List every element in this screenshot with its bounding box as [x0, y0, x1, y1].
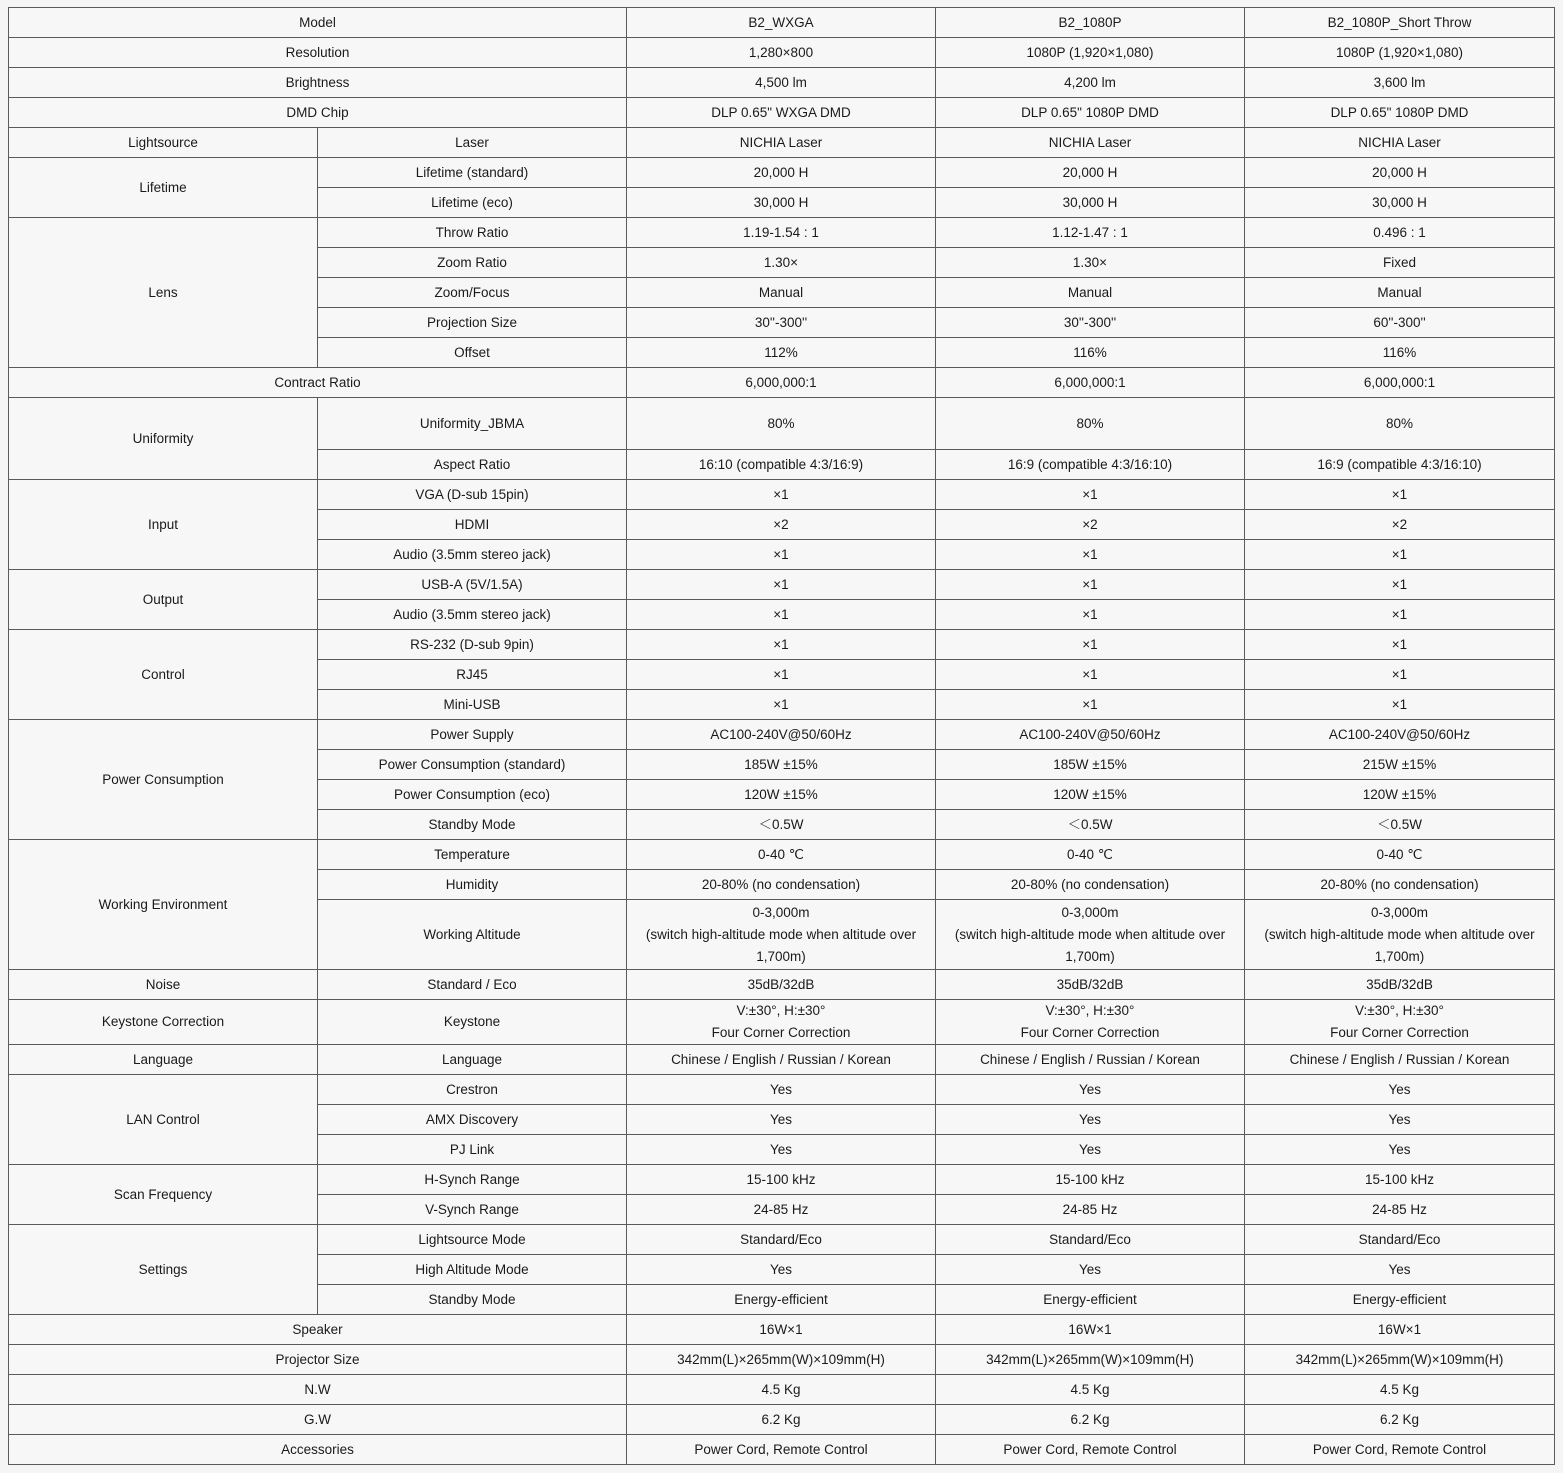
cell: 6,000,000:1 [1245, 368, 1555, 398]
group-label: Working Environment [9, 840, 318, 970]
cell: 15-100 kHz [936, 1165, 1245, 1195]
cell: ×1 [1245, 600, 1555, 630]
row-label: AMX Discovery [318, 1105, 627, 1135]
row-label: Zoom/Focus [318, 278, 627, 308]
row-label: Uniformity_JBMA [318, 398, 627, 450]
cell: 6.2 Kg [627, 1405, 936, 1435]
table-row [9, 38, 1555, 68]
row-label: Language [318, 1045, 627, 1075]
cell: Standard/Eco [627, 1225, 936, 1255]
cell: ×1 [936, 480, 1245, 510]
row-label: Lifetime (eco) [318, 188, 627, 218]
cell: 0-40 ℃ [1245, 840, 1555, 870]
row-label: Lightsource Mode [318, 1225, 627, 1255]
cell: NICHIA Laser [1245, 128, 1555, 158]
cell: 15-100 kHz [627, 1165, 936, 1195]
cell: AC100-240V@50/60Hz [1245, 720, 1555, 750]
cell: 20-80% (no condensation) [1245, 870, 1555, 900]
cell: 30,000 H [1245, 188, 1555, 218]
group-label: Uniformity [9, 398, 318, 480]
cell: V:±30°, H:±30° Four Corner Correction [627, 1000, 936, 1045]
cell: 120W ±15% [627, 780, 936, 810]
cell: 16:10 (compatible 4:3/16:9) [627, 450, 936, 480]
table-row [9, 68, 1555, 98]
spec-table [8, 7, 1555, 1465]
cell: 20,000 H [1245, 158, 1555, 188]
group-label: Control [9, 630, 318, 720]
cell: 15-100 kHz [1245, 1165, 1555, 1195]
cell: ＜0.5W [936, 810, 1245, 840]
cell: NICHIA Laser [936, 128, 1245, 158]
cell: 0-40 ℃ [627, 840, 936, 870]
table-row [9, 720, 1555, 750]
table-row [9, 158, 1555, 188]
table-row [9, 970, 1555, 1000]
group-label: Language [9, 1045, 318, 1075]
cell: 35dB/32dB [627, 970, 936, 1000]
cell: 0-3,000m (switch high-altitude mode when altitude over 1,700m) [627, 900, 936, 970]
cell: Yes [1245, 1105, 1555, 1135]
table-row [9, 1315, 1555, 1345]
table-row [9, 8, 1555, 38]
cell: 16W×1 [936, 1315, 1245, 1345]
cell: 1.12-1.47 : 1 [936, 218, 1245, 248]
cell: 1080P (1,920×1,080) [1245, 38, 1555, 68]
header-label: Model [9, 8, 627, 38]
cell: Yes [1245, 1075, 1555, 1105]
cell: Yes [936, 1105, 1245, 1135]
cell: 1.30× [936, 248, 1245, 278]
cell: ×1 [1245, 660, 1555, 690]
row-label: Standby Mode [318, 1285, 627, 1315]
cell: ＜0.5W [627, 810, 936, 840]
cell: 30,000 H [936, 188, 1245, 218]
group-label: Input [9, 480, 318, 570]
cell: 30''-300'' [936, 308, 1245, 338]
cell: ×1 [627, 570, 936, 600]
cell: 16W×1 [627, 1315, 936, 1345]
cell: 0-3,000m (switch high-altitude mode when altitude over 1,700m) [936, 900, 1245, 970]
table-row [9, 1165, 1555, 1195]
cell: ×1 [1245, 540, 1555, 570]
row-label: Standard / Eco [318, 970, 627, 1000]
cell: ×1 [936, 600, 1245, 630]
cell: Power Cord, Remote Control [1245, 1435, 1555, 1465]
group-label: Scan Frequency [9, 1165, 318, 1225]
table-row [9, 480, 1555, 510]
cell: 24-85 Hz [1245, 1195, 1555, 1225]
cell: ×2 [1245, 510, 1555, 540]
group-label: Lens [9, 218, 318, 368]
model-header: B2_WXGA [627, 8, 936, 38]
cell: Yes [1245, 1135, 1555, 1165]
cell: 112% [627, 338, 936, 368]
cell: 80% [627, 398, 936, 450]
table-row [9, 368, 1555, 398]
cell: 4,200 lm [936, 68, 1245, 98]
group-label: Keystone Correction [9, 1000, 318, 1045]
row-label: PJ Link [318, 1135, 627, 1165]
cell: 1.19-1.54 : 1 [627, 218, 936, 248]
cell: 4.5 Kg [936, 1375, 1245, 1405]
cell: ×1 [1245, 570, 1555, 600]
cell: ×1 [627, 630, 936, 660]
row-label: Working Altitude [318, 900, 627, 970]
cell: 60''-300'' [1245, 308, 1555, 338]
cell: 120W ±15% [936, 780, 1245, 810]
cell: ×1 [936, 570, 1245, 600]
table-row [9, 1075, 1555, 1105]
cell: Yes [936, 1135, 1245, 1165]
cell: 6.2 Kg [936, 1405, 1245, 1435]
row-label: HDMI [318, 510, 627, 540]
row-label: Audio (3.5mm stereo jack) [318, 540, 627, 570]
cell: 16:9 (compatible 4:3/16:10) [936, 450, 1245, 480]
table-row [9, 840, 1555, 870]
cell: Manual [627, 278, 936, 308]
cell: 342mm(L)×265mm(W)×109mm(H) [1245, 1345, 1555, 1375]
cell: NICHIA Laser [627, 128, 936, 158]
cell: ×1 [936, 660, 1245, 690]
table-row [9, 1375, 1555, 1405]
cell: 16:9 (compatible 4:3/16:10) [1245, 450, 1555, 480]
cell: 20,000 H [936, 158, 1245, 188]
row-label: Humidity [318, 870, 627, 900]
cell: DLP 0.65" 1080P DMD [1245, 98, 1555, 128]
cell: ×1 [1245, 690, 1555, 720]
cell: 1,280×800 [627, 38, 936, 68]
group-label: Power Consumption [9, 720, 318, 840]
cell: Yes [936, 1075, 1245, 1105]
cell: AC100-240V@50/60Hz [936, 720, 1245, 750]
group-label: Lifetime [9, 158, 318, 218]
group-label: LAN Control [9, 1075, 318, 1165]
cell: 4,500 lm [627, 68, 936, 98]
cell: ＜0.5W [1245, 810, 1555, 840]
table-row [9, 570, 1555, 600]
cell: 16W×1 [1245, 1315, 1555, 1345]
row-label: Throw Ratio [318, 218, 627, 248]
cell: Yes [936, 1255, 1245, 1285]
model-header: B2_1080P_Short Throw [1245, 8, 1555, 38]
table-row [9, 1405, 1555, 1435]
table-row [9, 1000, 1555, 1045]
row-label: Projector Size [9, 1345, 627, 1375]
table-row [9, 128, 1555, 158]
cell: 30,000 H [627, 188, 936, 218]
cell: 120W ±15% [1245, 780, 1555, 810]
table-row [9, 1225, 1555, 1255]
row-label: Laser [318, 128, 627, 158]
model-header: B2_1080P [936, 8, 1245, 38]
row-label: Contract Ratio [9, 368, 627, 398]
cell: Chinese / English / Russian / Korean [936, 1045, 1245, 1075]
row-label: G.W [9, 1405, 627, 1435]
cell: 80% [1245, 398, 1555, 450]
cell: Yes [1245, 1255, 1555, 1285]
row-label: DMD Chip [9, 98, 627, 128]
cell: Yes [627, 1105, 936, 1135]
row-label: V-Synch Range [318, 1195, 627, 1225]
row-label: Crestron [318, 1075, 627, 1105]
cell: 0-3,000m (switch high-altitude mode when altitude over 1,700m) [1245, 900, 1555, 970]
cell: Chinese / English / Russian / Korean [627, 1045, 936, 1075]
cell: 20-80% (no condensation) [627, 870, 936, 900]
cell: 35dB/32dB [1245, 970, 1555, 1000]
group-label: Lightsource [9, 128, 318, 158]
cell: ×1 [936, 540, 1245, 570]
row-label: Resolution [9, 38, 627, 68]
table-row [9, 1045, 1555, 1075]
cell: 4.5 Kg [1245, 1375, 1555, 1405]
row-label: Brightness [9, 68, 627, 98]
cell: 185W ±15% [627, 750, 936, 780]
cell: 35dB/32dB [936, 970, 1245, 1000]
row-label: Lifetime (standard) [318, 158, 627, 188]
row-label: Projection Size [318, 308, 627, 338]
cell: 116% [1245, 338, 1555, 368]
cell: 6,000,000:1 [936, 368, 1245, 398]
cell: 215W ±15% [1245, 750, 1555, 780]
cell: 6,000,000:1 [627, 368, 936, 398]
table-row [9, 398, 1555, 450]
cell: 0-40 ℃ [936, 840, 1245, 870]
row-label: Zoom Ratio [318, 248, 627, 278]
cell: 185W ±15% [936, 750, 1245, 780]
cell: Fixed [1245, 248, 1555, 278]
row-label: High Altitude Mode [318, 1255, 627, 1285]
row-label: Accessories [9, 1435, 627, 1465]
cell: Chinese / English / Russian / Korean [1245, 1045, 1555, 1075]
row-label: H-Synch Range [318, 1165, 627, 1195]
cell: ×2 [627, 510, 936, 540]
cell: 20-80% (no condensation) [936, 870, 1245, 900]
cell: Energy-efficient [1245, 1285, 1555, 1315]
row-label: USB-A (5V/1.5A) [318, 570, 627, 600]
cell: Manual [936, 278, 1245, 308]
cell: Energy-efficient [936, 1285, 1245, 1315]
row-label: RJ45 [318, 660, 627, 690]
row-label: Aspect Ratio [318, 450, 627, 480]
cell: ×1 [936, 630, 1245, 660]
cell: Manual [1245, 278, 1555, 308]
cell: 20,000 H [627, 158, 936, 188]
cell: Standard/Eco [936, 1225, 1245, 1255]
cell: AC100-240V@50/60Hz [627, 720, 936, 750]
cell: V:±30°, H:±30° Four Corner Correction [1245, 1000, 1555, 1045]
group-label: Noise [9, 970, 318, 1000]
cell: 116% [936, 338, 1245, 368]
table-row [9, 1345, 1555, 1375]
cell: DLP 0.65" WXGA DMD [627, 98, 936, 128]
row-label: Temperature [318, 840, 627, 870]
table-row [9, 630, 1555, 660]
group-label: Settings [9, 1225, 318, 1315]
row-label: VGA (D-sub 15pin) [318, 480, 627, 510]
cell: Standard/Eco [1245, 1225, 1555, 1255]
cell: Power Cord, Remote Control [936, 1435, 1245, 1465]
cell: Power Cord, Remote Control [627, 1435, 936, 1465]
cell: 3,600 lm [1245, 68, 1555, 98]
table-row [9, 98, 1555, 128]
row-label: Speaker [9, 1315, 627, 1345]
cell: ×1 [1245, 480, 1555, 510]
cell: 0.496 : 1 [1245, 218, 1555, 248]
cell: 24-85 Hz [627, 1195, 936, 1225]
row-label: Audio (3.5mm stereo jack) [318, 600, 627, 630]
cell: ×2 [936, 510, 1245, 540]
cell: 24-85 Hz [936, 1195, 1245, 1225]
cell: ×1 [627, 690, 936, 720]
cell: ×1 [1245, 630, 1555, 660]
group-label: Output [9, 570, 318, 630]
cell: 4.5 Kg [627, 1375, 936, 1405]
row-label: RS-232 (D-sub 9pin) [318, 630, 627, 660]
cell: DLP 0.65" 1080P DMD [936, 98, 1245, 128]
row-label: Mini-USB [318, 690, 627, 720]
row-label: Power Consumption (standard) [318, 750, 627, 780]
row-label: Standby Mode [318, 810, 627, 840]
cell: 1.30× [627, 248, 936, 278]
cell: 342mm(L)×265mm(W)×109mm(H) [936, 1345, 1245, 1375]
cell: ×1 [627, 480, 936, 510]
cell: 80% [936, 398, 1245, 450]
cell: ×1 [627, 540, 936, 570]
cell: 6.2 Kg [1245, 1405, 1555, 1435]
cell: 1080P (1,920×1,080) [936, 38, 1245, 68]
cell: ×1 [627, 660, 936, 690]
row-label: Power Consumption (eco) [318, 780, 627, 810]
row-label: Power Supply [318, 720, 627, 750]
cell: 30''-300'' [627, 308, 936, 338]
cell: Energy-efficient [627, 1285, 936, 1315]
cell: ×1 [627, 600, 936, 630]
cell: V:±30°, H:±30° Four Corner Correction [936, 1000, 1245, 1045]
cell: 342mm(L)×265mm(W)×109mm(H) [627, 1345, 936, 1375]
row-label: Offset [318, 338, 627, 368]
table-row [9, 218, 1555, 248]
cell: Yes [627, 1075, 936, 1105]
table-row [9, 1435, 1555, 1465]
row-label: N.W [9, 1375, 627, 1405]
cell: Yes [627, 1255, 936, 1285]
cell: Yes [627, 1135, 936, 1165]
cell: ×1 [936, 690, 1245, 720]
row-label: Keystone [318, 1000, 627, 1045]
